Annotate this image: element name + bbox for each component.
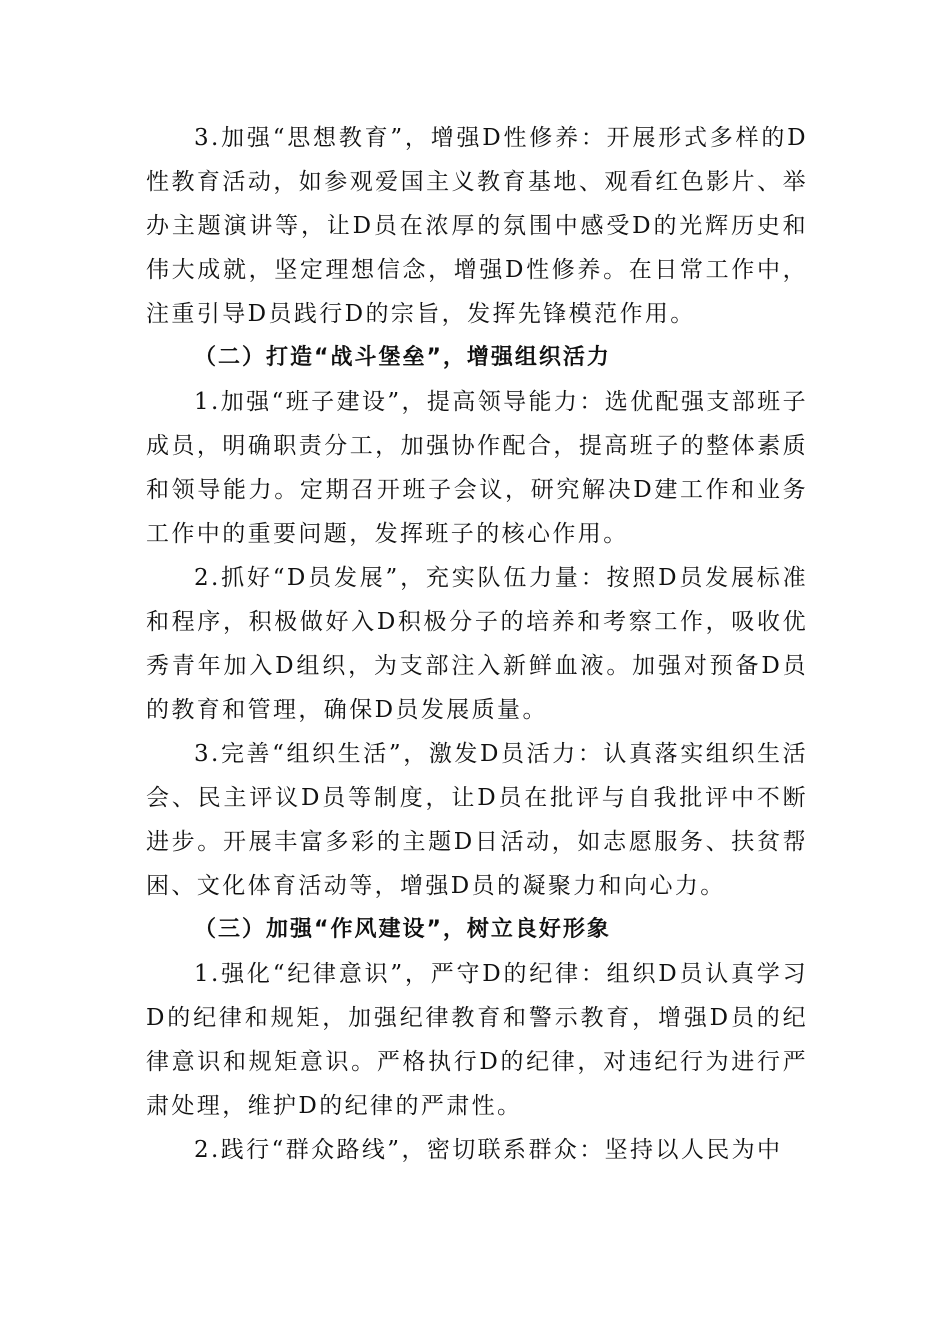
paragraph-organization-life: 3.完善“组织生活”，激发D员活力：认真落实组织生活会、民主评议D员等制度，让D员在批评与自我批评中不断进步。开展丰富多彩的主题D日活动，如志愿服务、扶贫帮困、文化体育活动等，增强D员的凝聚力和向心力。	[146, 741, 808, 899]
paragraph-thought-education: 3.加强“思想教育”，增强D性修养：开展形式多样的D性教育活动，如参观爱国主义教育基地、观看红色影片、举办主题演讲等，让D员在浓厚的氛围中感受D的光辉历史和伟大成就，坚定理想信念，增强D性修养。在日常工作中，注重引导D员践行D的宗旨，发挥先锋模范作用。	[146, 125, 808, 327]
section-heading-3: （三）加强“作风建设”，树立良好形象	[194, 917, 611, 942]
paragraph-mass-line: 2.践行“群众路线”，密切联系群众：坚持以人民为中	[194, 1137, 783, 1163]
section-heading-2: （二）打造“战斗堡垒”，增强组织活力	[194, 345, 611, 370]
paragraph-member-development: 2.抓好“D员发展”，充实队伍力量：按照D员发展标准和程序，积极做好入D积极分子的培养和考察工作，吸收优秀青年加入D组织，为支部注入新鲜血液。加强对预备D员的教育和管理，确保D员发展质量。	[146, 565, 808, 723]
paragraph-team-building: 1.加强“班子建设”，提高领导能力：选优配强支部班子成员，明确职责分工，加强协作配合，提高班子的整体素质和领导能力。定期召开班子会议，研究解决D建工作和业务工作中的重要问题，发挥班子的核心作用。	[146, 389, 808, 547]
paragraph-discipline: 1.强化“纪律意识”，严守D的纪律：组织D员认真学习D的纪律和规矩，加强纪律教育和警示教育，增强D员的纪律意识和规矩意识。严格执行D的纪律，对违纪行为进行严肃处理，维护D的纪律的严肃性。	[146, 961, 808, 1119]
document-body	[146, 116, 808, 1172]
